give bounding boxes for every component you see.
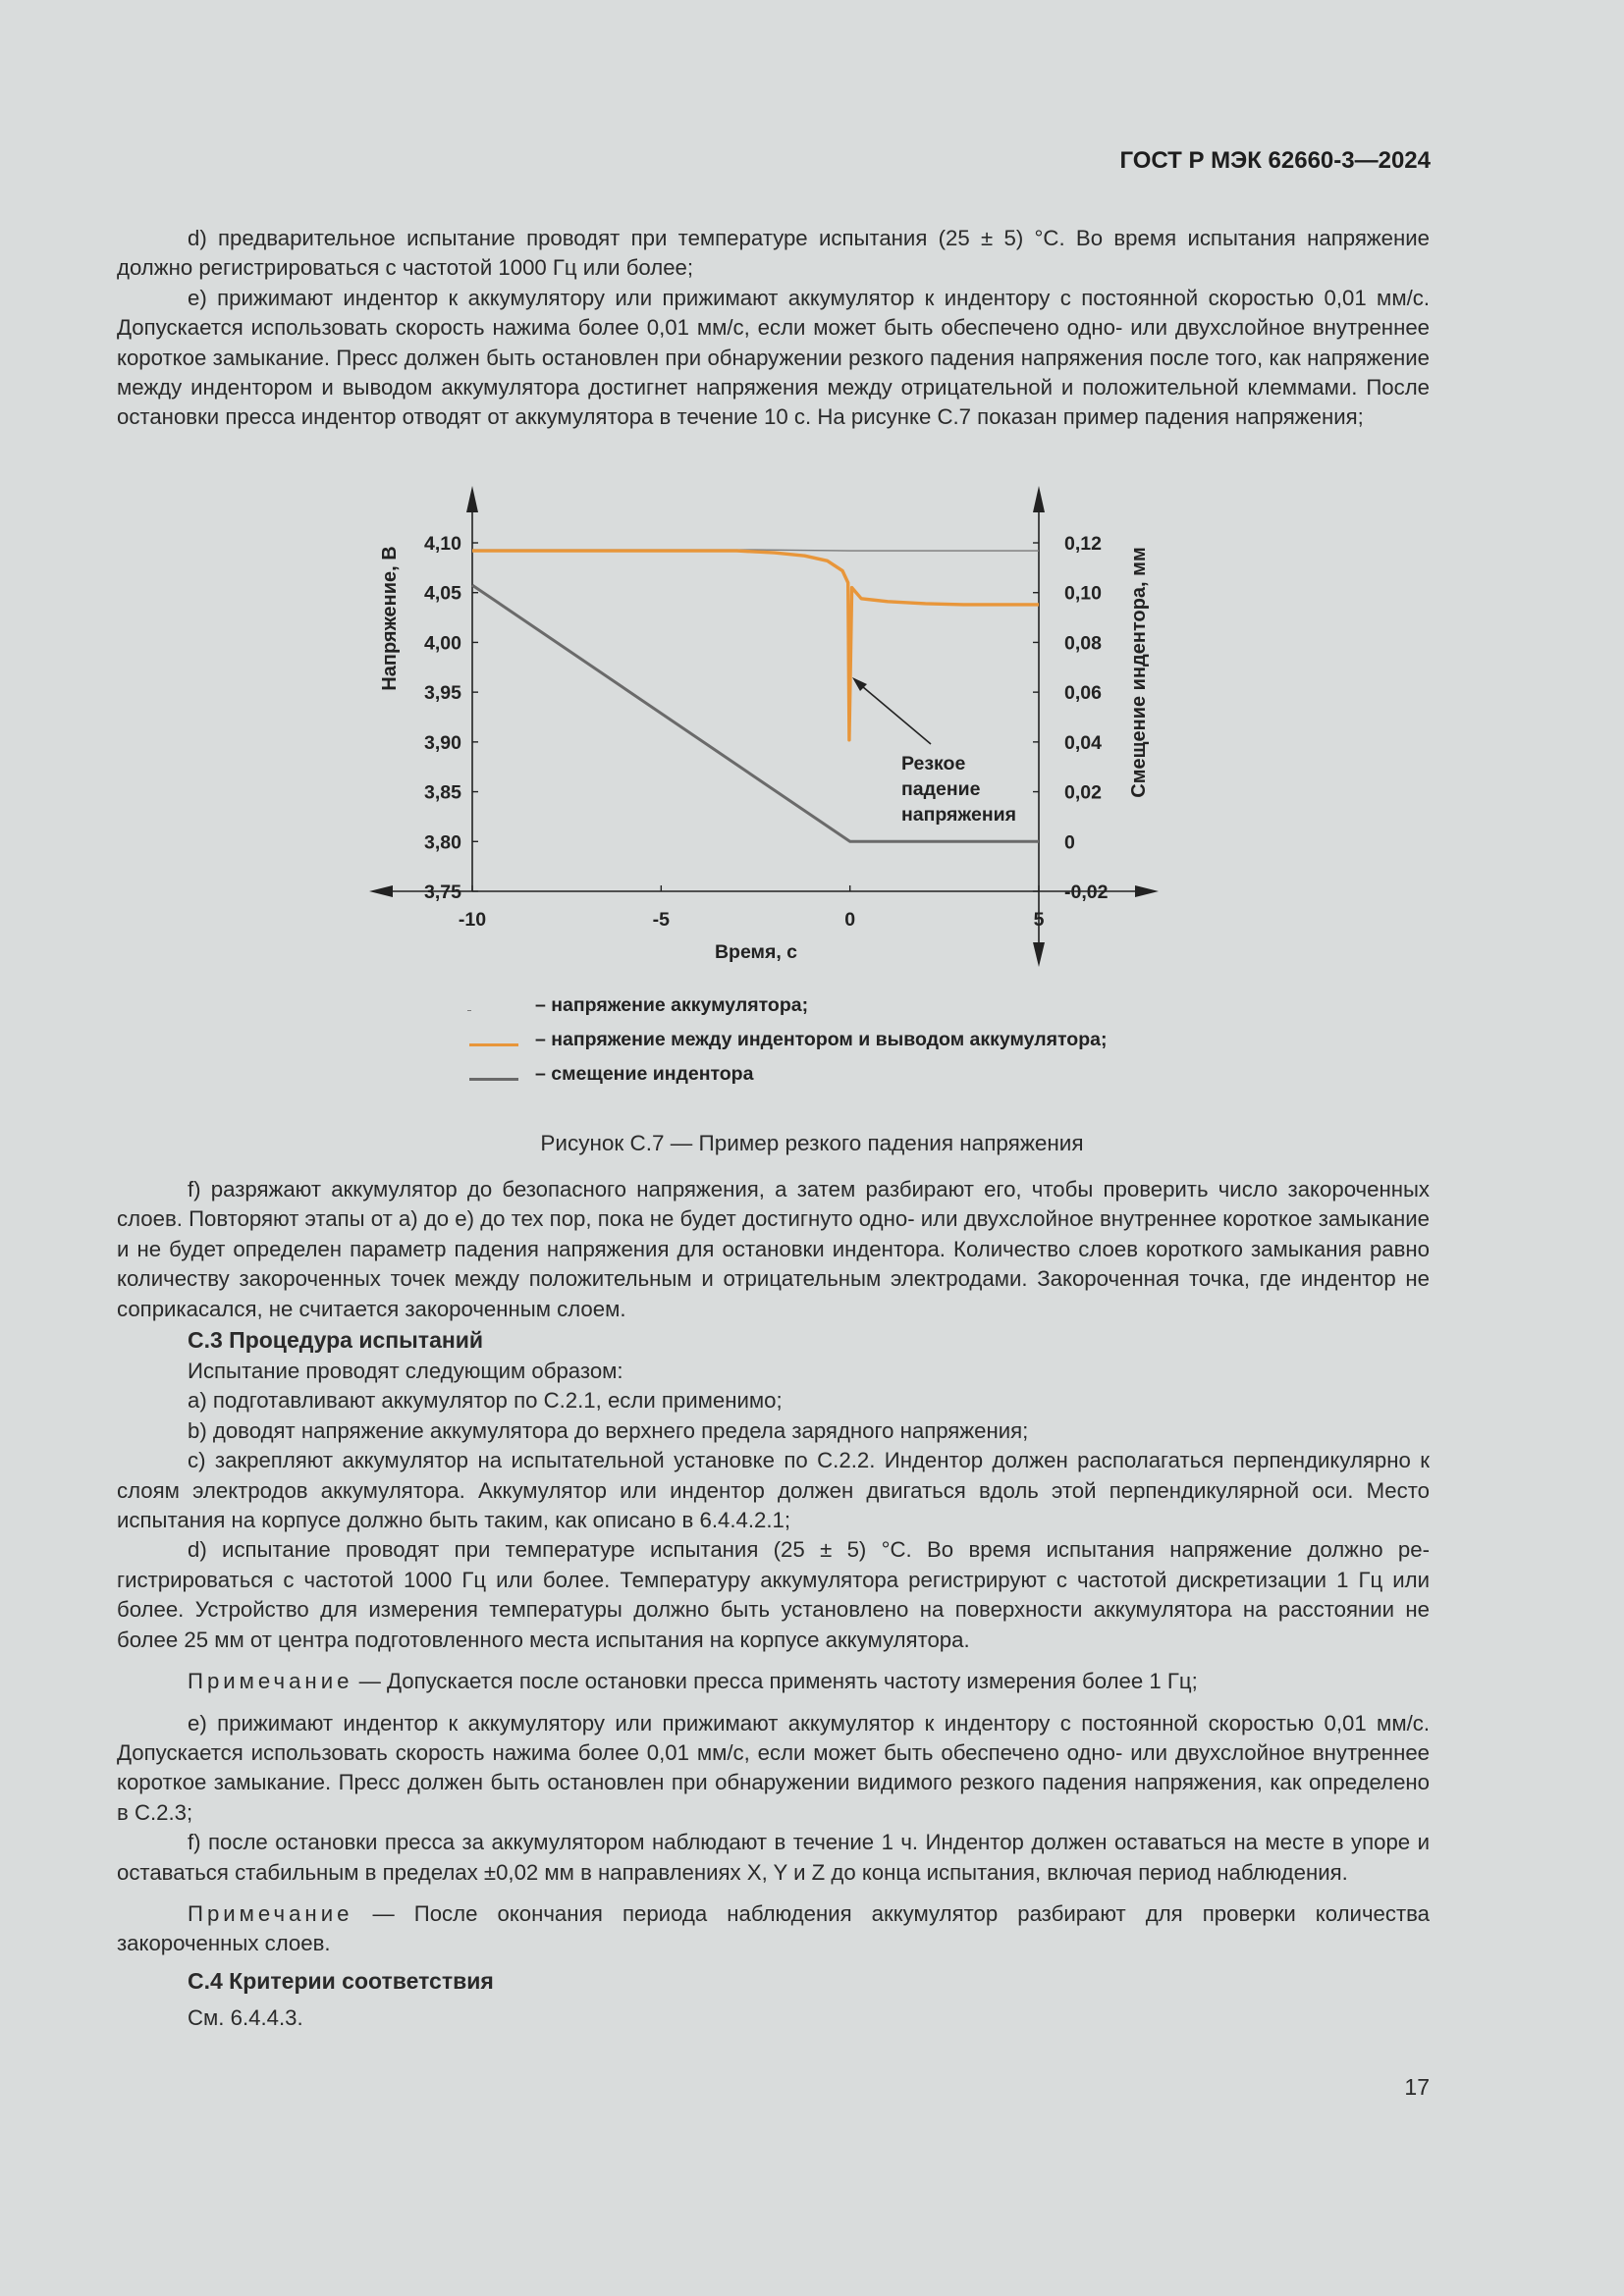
y-tick-label: 4,00 — [424, 632, 461, 655]
y2-axis-arrow-down — [1033, 942, 1045, 967]
x-tick-label: -5 — [652, 909, 671, 931]
note-1-label: Примечание — [188, 1669, 353, 1694]
annotation-line-1: Резкое — [901, 753, 966, 774]
y-tick-label: 3,95 — [424, 682, 461, 705]
note-1-text: — Допускается после остановки пресса применять частоту измерения более 1 Гц; — [352, 1669, 1198, 1694]
paragraph-e: e) прижимают индентор к аккумулятору или прижимают аккумулятор к индентору с постоянной скоростью 0,01 мм/с. Допускается использовать скорость нажима более 0,01 мм/с, если может быть обеспечено одно- или двухслойное внутреннее короткое замыкание. Пресс должен быть остановлен при обнаружении резкого падения напряжения после того, как напряжение между индентором и выводом аккумулятора достигнет напряжения между отрицательной и положительной клеммами. После остановки пресса индентор отводят от аккумулятора в течение 10 с. На рисунке С.7 показан пример падения напряжения; — [117, 285, 1430, 430]
x-tick-label: 5 — [1033, 909, 1045, 931]
y2-tick-label: 0,06 — [1064, 682, 1102, 705]
note-2-text: — После окончания периода наблюдения аккумулятор разбирают для проверки количества закороченных слоев. — [117, 1900, 1430, 1956]
legend-label-battery: – напряжение аккумулятора; — [535, 994, 809, 1016]
c3-item-c: c) закрепляют аккумулятор на испытательной установке по С.2.2. Индентор должен располагаться перпендикулярно к слоям электродов аккумулятора. Аккумулятор или индентор должен двигаться вдоль этой перпендикулярной оси. Место испытания на корпусе должно быть таким, как описано в 6.4.4.2.1; — [117, 1448, 1430, 1533]
y2-tick-label: 0,04 — [1064, 731, 1102, 754]
section-c3-heading: С.3 Процедура испытаний — [188, 1327, 484, 1354]
chart-axes — [369, 486, 1159, 967]
x-axis-label: Время, с — [714, 941, 798, 963]
legend-label-indenter-voltage: – напряжение между индентором и выводом аккумулятора; — [535, 1029, 1108, 1050]
x-axis-arrow-left — [369, 885, 393, 897]
legend-swatch-battery — [467, 1010, 471, 1011]
y2-tick-label: 0,12 — [1064, 533, 1102, 555]
legend-label-displacement: – смещение индентора — [535, 1063, 754, 1085]
y-tick-label: 4,10 — [424, 533, 461, 555]
legend-swatch-displacement — [469, 1078, 518, 1081]
page-number: 17 — [1404, 2074, 1430, 2100]
y-tick-label: 4,05 — [424, 582, 461, 605]
y-tick-label: 3,80 — [424, 831, 461, 854]
x-tick-label: 0 — [844, 909, 856, 931]
y-axis-arrow — [466, 486, 478, 512]
voltage-drop-chart — [0, 0, 1624, 982]
series-indenter-voltage — [472, 551, 1039, 740]
y2-axis-arrow-up — [1033, 486, 1045, 512]
c3-intro: Испытание проводят следующим образом: — [188, 1359, 623, 1384]
y2-tick-label: 0,02 — [1064, 781, 1102, 804]
y2-tick-label: 0,10 — [1064, 582, 1102, 605]
c3-item-f: f) после остановки пресса за аккумулятором наблюдают в течение 1 ч. Индентор должен оставаться на месте в упоре и оставаться стабильным в пределах ±0,02 мм в направлениях X, Y и Z до конца испытания, включая период наблюдения. — [117, 1830, 1430, 1885]
note-2-label: Примечание — [188, 1900, 353, 1926]
paragraph-f: f) разряжают аккумулятор до безопасного напряжения, а затем разбирают его, чтобы проверить число закороченных слоев. Повторяют этапы от а) до е) до тех пор, пока не будет достигнуто одно- или двухслойное внутреннее короткое замыкание и не будет определен параметр падения напряжения для остановки индентора. Количество слоев короткого замыкания равно количеству закороченных точек между положительным и отрицательным электродами. Закороченная точка, где индентор не соприкасался, не считается закороченным слоем. — [117, 1177, 1430, 1321]
y-tick-label: 3,85 — [424, 781, 461, 804]
paragraph-d: d) предварительное испытание проводят при температуре испытания (25 ± 5) °С. Во время испытания напряжение должно регистрироваться с частотой 1000 Гц или более; — [117, 226, 1430, 281]
c4-text: См. 6.4.4.3. — [188, 2004, 303, 2030]
y-axis-label: Напряжение, В — [379, 546, 401, 691]
c3-item-a: a) подготавливают аккумулятор по С.2.1, если применимо; — [188, 1388, 783, 1414]
y-tick-label: 3,75 — [424, 881, 461, 903]
note-2 — [117, 1899, 1430, 1959]
c3-item-d: d) испытание проводят при температуре испытания (25 ± 5) °С. Во время испытания напряжение должно регистрироваться с частотой 1000 Гц или более. Температуру аккумулятора регистрируют с частотой дискретизации 1 Гц или более. Устройство для измерения температуры должно быть установлено на поверхности аккумулятора на расстоянии не более 25 мм от центра подготовленного места испытания на корпусе аккумулятора. — [117, 1537, 1430, 1652]
annotation-line-2: падение — [901, 778, 981, 800]
c3-item-e: e) прижимают индентор к аккумулятору или прижимают аккумулятор к индентору с постоянной скоростью 0,01 мм/с. Допускается использовать скорость нажима более 0,01 мм/с, если может быть обеспечено одно- или двухслойное внутреннее короткое замыкание. Пресс должен быть остановлен при обнаружении видимого резкого падения напряжения, как определено в С.2.3; — [117, 1710, 1430, 1825]
y2-tick-label: -0,02 — [1064, 881, 1109, 903]
y-tick-label: 3,90 — [424, 731, 461, 754]
legend-swatch-indenter-voltage — [469, 1043, 518, 1046]
note-1 — [117, 1667, 1430, 1696]
section-c4-heading: С.4 Критерии соответствия — [188, 1967, 494, 1994]
chart-ticks — [424, 533, 1109, 931]
x-tick-label: -10 — [458, 909, 487, 931]
x-axis-arrow-right — [1135, 885, 1159, 897]
chart-annotation — [852, 677, 1016, 826]
y2-tick-label: 0 — [1064, 831, 1075, 854]
y2-tick-label: 0,08 — [1064, 632, 1102, 655]
annotation-line-3: напряжения — [901, 804, 1016, 826]
annotation-arrow — [856, 681, 931, 744]
figure-caption: Рисунок С.7 — Пример резкого падения напряжения — [540, 1131, 1084, 1155]
c3-item-b: b) доводят напряжение аккумулятора до верхнего предела зарядного напряжения; — [188, 1417, 1029, 1443]
document-header: ГОСТ Р МЭК 62660-3—2024 — [1119, 147, 1431, 174]
y2-axis-label: Смещение индентора, мм — [1128, 547, 1150, 798]
bottom-text — [117, 1175, 1430, 2033]
